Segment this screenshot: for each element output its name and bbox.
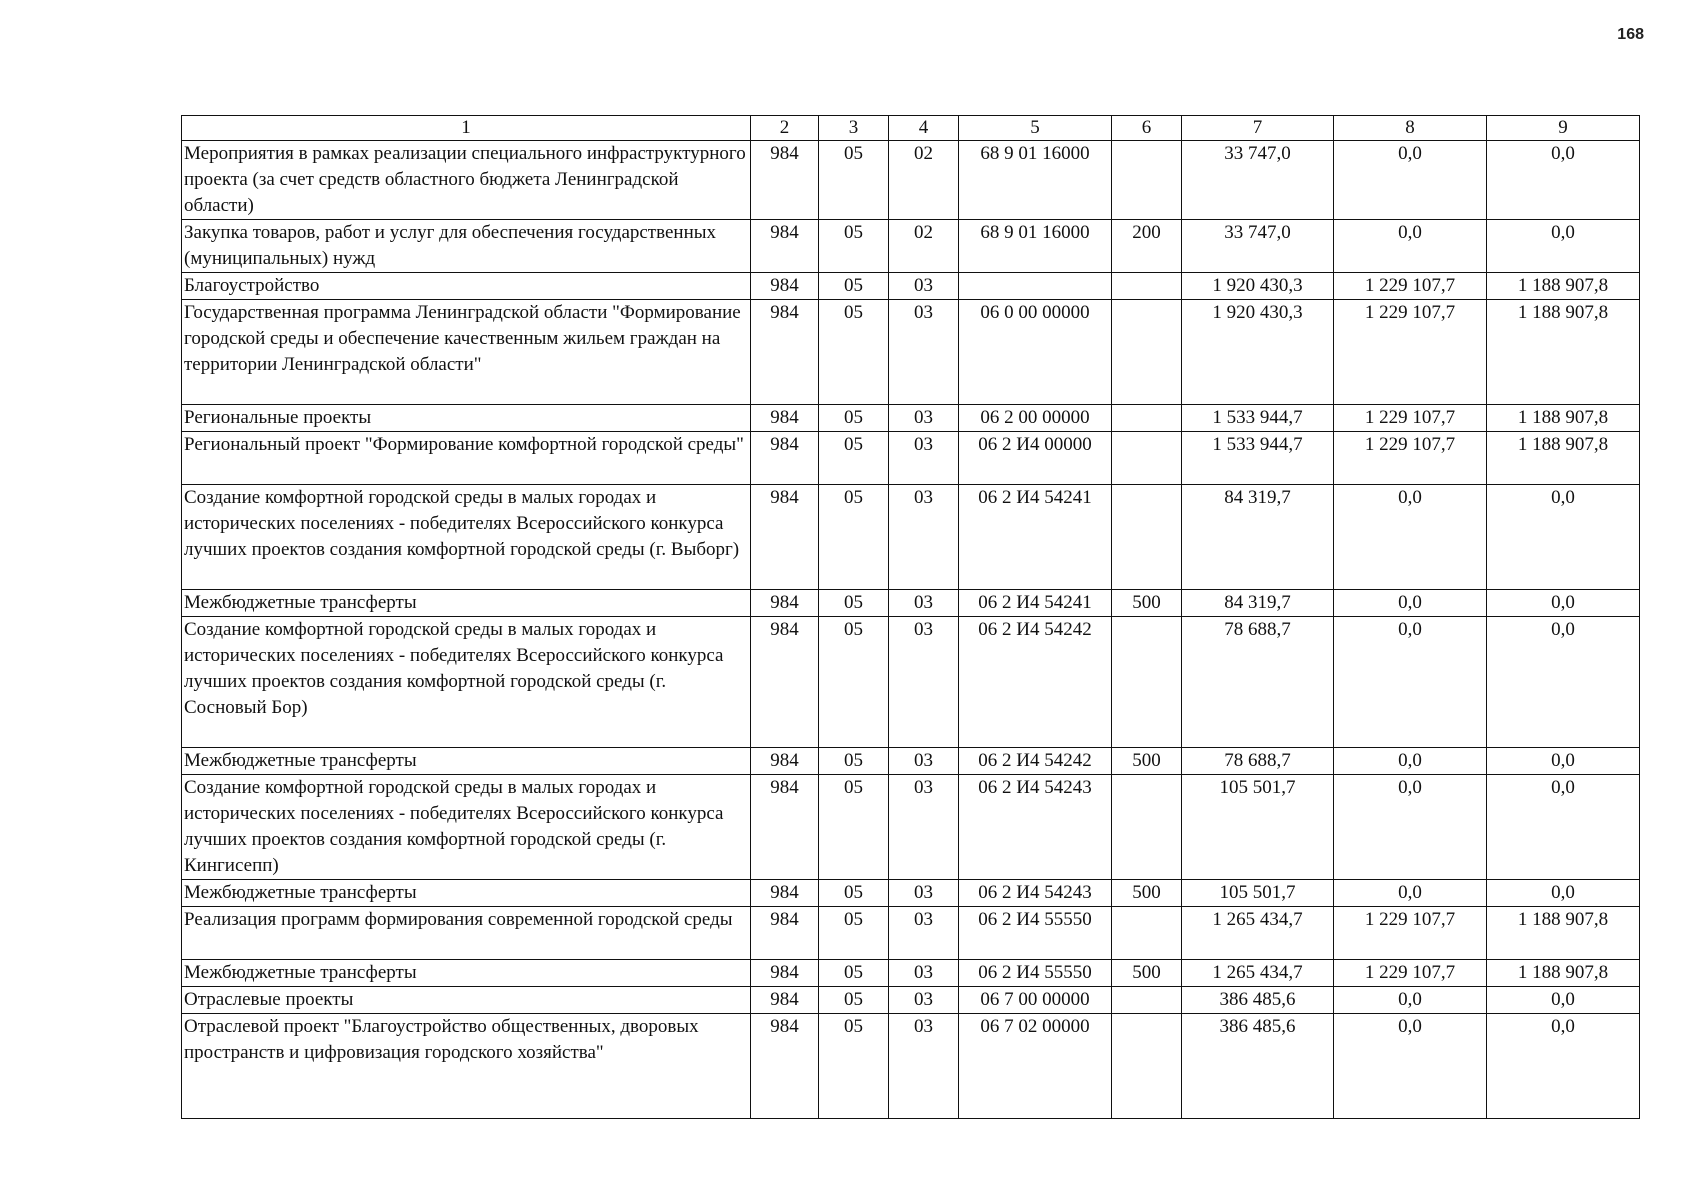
row-amount-year3: 0,0 xyxy=(1487,880,1640,907)
row-target-article: 06 2 00 00000 xyxy=(959,405,1112,432)
row-target-article: 06 2 И4 54242 xyxy=(959,617,1112,748)
row-name: Создание комфортной городской среды в малых городах и исторических поселениях - победителях Всероссийского конкурса лучших проектов создания комфортной городской среды (г. Кингисепп) xyxy=(182,775,751,880)
row-name: Отраслевые проекты xyxy=(182,987,751,1014)
row-amount-year1: 1 265 434,7 xyxy=(1182,907,1334,960)
table-row xyxy=(182,775,1640,880)
row-name: Региональные проекты xyxy=(182,405,751,432)
row-section: 05 xyxy=(819,405,889,432)
row-admin-code: 984 xyxy=(751,1014,819,1119)
row-target-article: 68 9 01 16000 xyxy=(959,220,1112,273)
row-expense-type xyxy=(1112,273,1182,300)
row-amount-year1: 1 920 430,3 xyxy=(1182,273,1334,300)
row-expense-type xyxy=(1112,907,1182,960)
row-target-article: 06 0 00 00000 xyxy=(959,300,1112,405)
row-admin-code: 984 xyxy=(751,775,819,880)
row-subsection: 03 xyxy=(889,960,959,987)
row-amount-year3: 0,0 xyxy=(1487,141,1640,220)
row-admin-code: 984 xyxy=(751,987,819,1014)
row-subsection: 03 xyxy=(889,405,959,432)
row-subsection: 02 xyxy=(889,141,959,220)
row-expense-type: 500 xyxy=(1112,748,1182,775)
row-amount-year2: 1 229 107,7 xyxy=(1334,300,1487,405)
row-amount-year3: 0,0 xyxy=(1487,987,1640,1014)
row-amount-year2: 0,0 xyxy=(1334,617,1487,748)
row-admin-code: 984 xyxy=(751,748,819,775)
column-header: 2 xyxy=(751,116,819,141)
row-subsection: 03 xyxy=(889,748,959,775)
row-name: Межбюджетные трансферты xyxy=(182,880,751,907)
row-expense-type: 500 xyxy=(1112,960,1182,987)
table-row xyxy=(182,987,1640,1014)
row-amount-year2: 0,0 xyxy=(1334,775,1487,880)
table-row xyxy=(182,220,1640,273)
row-amount-year1: 386 485,6 xyxy=(1182,1014,1334,1119)
row-amount-year2: 0,0 xyxy=(1334,1014,1487,1119)
row-subsection: 03 xyxy=(889,1014,959,1119)
table-row xyxy=(182,880,1640,907)
table-row xyxy=(182,748,1640,775)
row-amount-year1: 1 265 434,7 xyxy=(1182,960,1334,987)
row-expense-type xyxy=(1112,485,1182,590)
table-row xyxy=(182,432,1640,485)
table-row xyxy=(182,960,1640,987)
row-amount-year1: 33 747,0 xyxy=(1182,141,1334,220)
table-row xyxy=(182,141,1640,220)
row-amount-year1: 78 688,7 xyxy=(1182,617,1334,748)
table-row xyxy=(182,907,1640,960)
row-subsection: 03 xyxy=(889,907,959,960)
row-amount-year3: 1 188 907,8 xyxy=(1487,300,1640,405)
column-header: 9 xyxy=(1487,116,1640,141)
row-name: Благоустройство xyxy=(182,273,751,300)
row-expense-type xyxy=(1112,1014,1182,1119)
row-amount-year1: 33 747,0 xyxy=(1182,220,1334,273)
row-target-article: 06 2 И4 54241 xyxy=(959,485,1112,590)
row-amount-year3: 0,0 xyxy=(1487,775,1640,880)
row-section: 05 xyxy=(819,273,889,300)
table-row xyxy=(182,273,1640,300)
row-amount-year2: 1 229 107,7 xyxy=(1334,960,1487,987)
column-header: 8 xyxy=(1334,116,1487,141)
row-target-article: 06 2 И4 54242 xyxy=(959,748,1112,775)
row-section: 05 xyxy=(819,775,889,880)
row-amount-year3: 0,0 xyxy=(1487,1014,1640,1119)
row-amount-year1: 386 485,6 xyxy=(1182,987,1334,1014)
column-header: 3 xyxy=(819,116,889,141)
row-name: Мероприятия в рамках реализации специального инфраструктурного проекта (за счет средств областного бюджета Ленинградской области) xyxy=(182,141,751,220)
row-section: 05 xyxy=(819,432,889,485)
row-section: 05 xyxy=(819,220,889,273)
row-amount-year1: 1 533 944,7 xyxy=(1182,432,1334,485)
row-target-article: 06 7 02 00000 xyxy=(959,1014,1112,1119)
row-subsection: 03 xyxy=(889,987,959,1014)
row-amount-year3: 0,0 xyxy=(1487,617,1640,748)
table-row xyxy=(182,485,1640,590)
row-target-article: 06 7 00 00000 xyxy=(959,987,1112,1014)
row-amount-year3: 0,0 xyxy=(1487,748,1640,775)
row-name: Создание комфортной городской среды в малых городах и исторических поселениях - победителях Всероссийского конкурса лучших проектов создания комфортной городской среды (г. Выборг) xyxy=(182,485,751,590)
row-admin-code: 984 xyxy=(751,880,819,907)
column-header: 4 xyxy=(889,116,959,141)
budget-table xyxy=(181,115,1640,1119)
row-expense-type: 200 xyxy=(1112,220,1182,273)
row-amount-year2: 1 229 107,7 xyxy=(1334,907,1487,960)
page-number: 168 xyxy=(1617,26,1644,43)
row-admin-code: 984 xyxy=(751,907,819,960)
row-subsection: 02 xyxy=(889,220,959,273)
row-expense-type xyxy=(1112,432,1182,485)
row-admin-code: 984 xyxy=(751,960,819,987)
row-name: Реализация программ формирования современной городской среды xyxy=(182,907,751,960)
row-target-article: 06 2 И4 54243 xyxy=(959,775,1112,880)
row-section: 05 xyxy=(819,590,889,617)
row-amount-year2: 0,0 xyxy=(1334,590,1487,617)
row-amount-year2: 0,0 xyxy=(1334,141,1487,220)
column-header: 1 xyxy=(182,116,751,141)
row-admin-code: 984 xyxy=(751,220,819,273)
row-expense-type: 500 xyxy=(1112,880,1182,907)
row-amount-year1: 105 501,7 xyxy=(1182,880,1334,907)
table-row xyxy=(182,1014,1640,1119)
row-admin-code: 984 xyxy=(751,590,819,617)
table-header-row xyxy=(182,116,1640,141)
row-name: Межбюджетные трансферты xyxy=(182,748,751,775)
row-section: 05 xyxy=(819,960,889,987)
row-amount-year1: 1 920 430,3 xyxy=(1182,300,1334,405)
row-admin-code: 984 xyxy=(751,485,819,590)
row-subsection: 03 xyxy=(889,617,959,748)
row-name: Закупка товаров, работ и услуг для обеспечения государственных (муниципальных) нужд xyxy=(182,220,751,273)
row-name: Межбюджетные трансферты xyxy=(182,960,751,987)
row-amount-year3: 1 188 907,8 xyxy=(1487,405,1640,432)
row-amount-year1: 105 501,7 xyxy=(1182,775,1334,880)
row-admin-code: 984 xyxy=(751,141,819,220)
row-amount-year2: 1 229 107,7 xyxy=(1334,432,1487,485)
row-amount-year3: 1 188 907,8 xyxy=(1487,432,1640,485)
row-target-article: 06 2 И4 55550 xyxy=(959,907,1112,960)
row-admin-code: 984 xyxy=(751,432,819,485)
row-subsection: 03 xyxy=(889,880,959,907)
row-target-article: 06 2 И4 54241 xyxy=(959,590,1112,617)
row-section: 05 xyxy=(819,880,889,907)
row-admin-code: 984 xyxy=(751,617,819,748)
row-amount-year1: 1 533 944,7 xyxy=(1182,405,1334,432)
row-target-article: 68 9 01 16000 xyxy=(959,141,1112,220)
row-amount-year2: 0,0 xyxy=(1334,880,1487,907)
row-amount-year3: 1 188 907,8 xyxy=(1487,907,1640,960)
row-section: 05 xyxy=(819,987,889,1014)
row-section: 05 xyxy=(819,748,889,775)
row-name: Региональный проект "Формирование комфортной городской среды" xyxy=(182,432,751,485)
table-row xyxy=(182,617,1640,748)
row-subsection: 03 xyxy=(889,775,959,880)
column-header: 5 xyxy=(959,116,1112,141)
row-amount-year3: 0,0 xyxy=(1487,220,1640,273)
row-admin-code: 984 xyxy=(751,300,819,405)
row-amount-year3: 0,0 xyxy=(1487,485,1640,590)
row-name: Отраслевой проект "Благоустройство общественных, дворовых пространств и цифровизация городского хозяйства" xyxy=(182,1014,751,1119)
row-amount-year3: 1 188 907,8 xyxy=(1487,960,1640,987)
row-amount-year2: 0,0 xyxy=(1334,748,1487,775)
row-amount-year1: 84 319,7 xyxy=(1182,485,1334,590)
row-admin-code: 984 xyxy=(751,405,819,432)
row-section: 05 xyxy=(819,1014,889,1119)
row-expense-type xyxy=(1112,405,1182,432)
row-expense-type: 500 xyxy=(1112,590,1182,617)
row-amount-year1: 84 319,7 xyxy=(1182,590,1334,617)
table-row xyxy=(182,300,1640,405)
row-name: Создание комфортной городской среды в малых городах и исторических поселениях - победителях Всероссийского конкурса лучших проектов создания комфортной городской среды (г. Сосновый Бор) xyxy=(182,617,751,748)
row-expense-type xyxy=(1112,617,1182,748)
row-name: Государственная программа Ленинградской области "Формирование городской среды и обеспечение качественным жильем граждан на территории Ленинградской области" xyxy=(182,300,751,405)
row-expense-type xyxy=(1112,300,1182,405)
row-section: 05 xyxy=(819,141,889,220)
row-section: 05 xyxy=(819,300,889,405)
row-section: 05 xyxy=(819,485,889,590)
row-subsection: 03 xyxy=(889,432,959,485)
row-amount-year1: 78 688,7 xyxy=(1182,748,1334,775)
row-target-article: 06 2 И4 00000 xyxy=(959,432,1112,485)
row-target-article xyxy=(959,273,1112,300)
row-amount-year2: 0,0 xyxy=(1334,987,1487,1014)
column-header: 6 xyxy=(1112,116,1182,141)
row-name: Межбюджетные трансферты xyxy=(182,590,751,617)
row-expense-type xyxy=(1112,141,1182,220)
row-subsection: 03 xyxy=(889,300,959,405)
row-amount-year2: 1 229 107,7 xyxy=(1334,405,1487,432)
table-row xyxy=(182,590,1640,617)
row-expense-type xyxy=(1112,987,1182,1014)
row-amount-year3: 0,0 xyxy=(1487,590,1640,617)
row-subsection: 03 xyxy=(889,273,959,300)
row-target-article: 06 2 И4 55550 xyxy=(959,960,1112,987)
row-amount-year3: 1 188 907,8 xyxy=(1487,273,1640,300)
row-subsection: 03 xyxy=(889,590,959,617)
row-admin-code: 984 xyxy=(751,273,819,300)
row-section: 05 xyxy=(819,907,889,960)
row-amount-year2: 0,0 xyxy=(1334,220,1487,273)
row-amount-year2: 0,0 xyxy=(1334,485,1487,590)
row-subsection: 03 xyxy=(889,485,959,590)
row-expense-type xyxy=(1112,775,1182,880)
table-row xyxy=(182,405,1640,432)
row-amount-year2: 1 229 107,7 xyxy=(1334,273,1487,300)
row-section: 05 xyxy=(819,617,889,748)
column-header: 7 xyxy=(1182,116,1334,141)
row-target-article: 06 2 И4 54243 xyxy=(959,880,1112,907)
